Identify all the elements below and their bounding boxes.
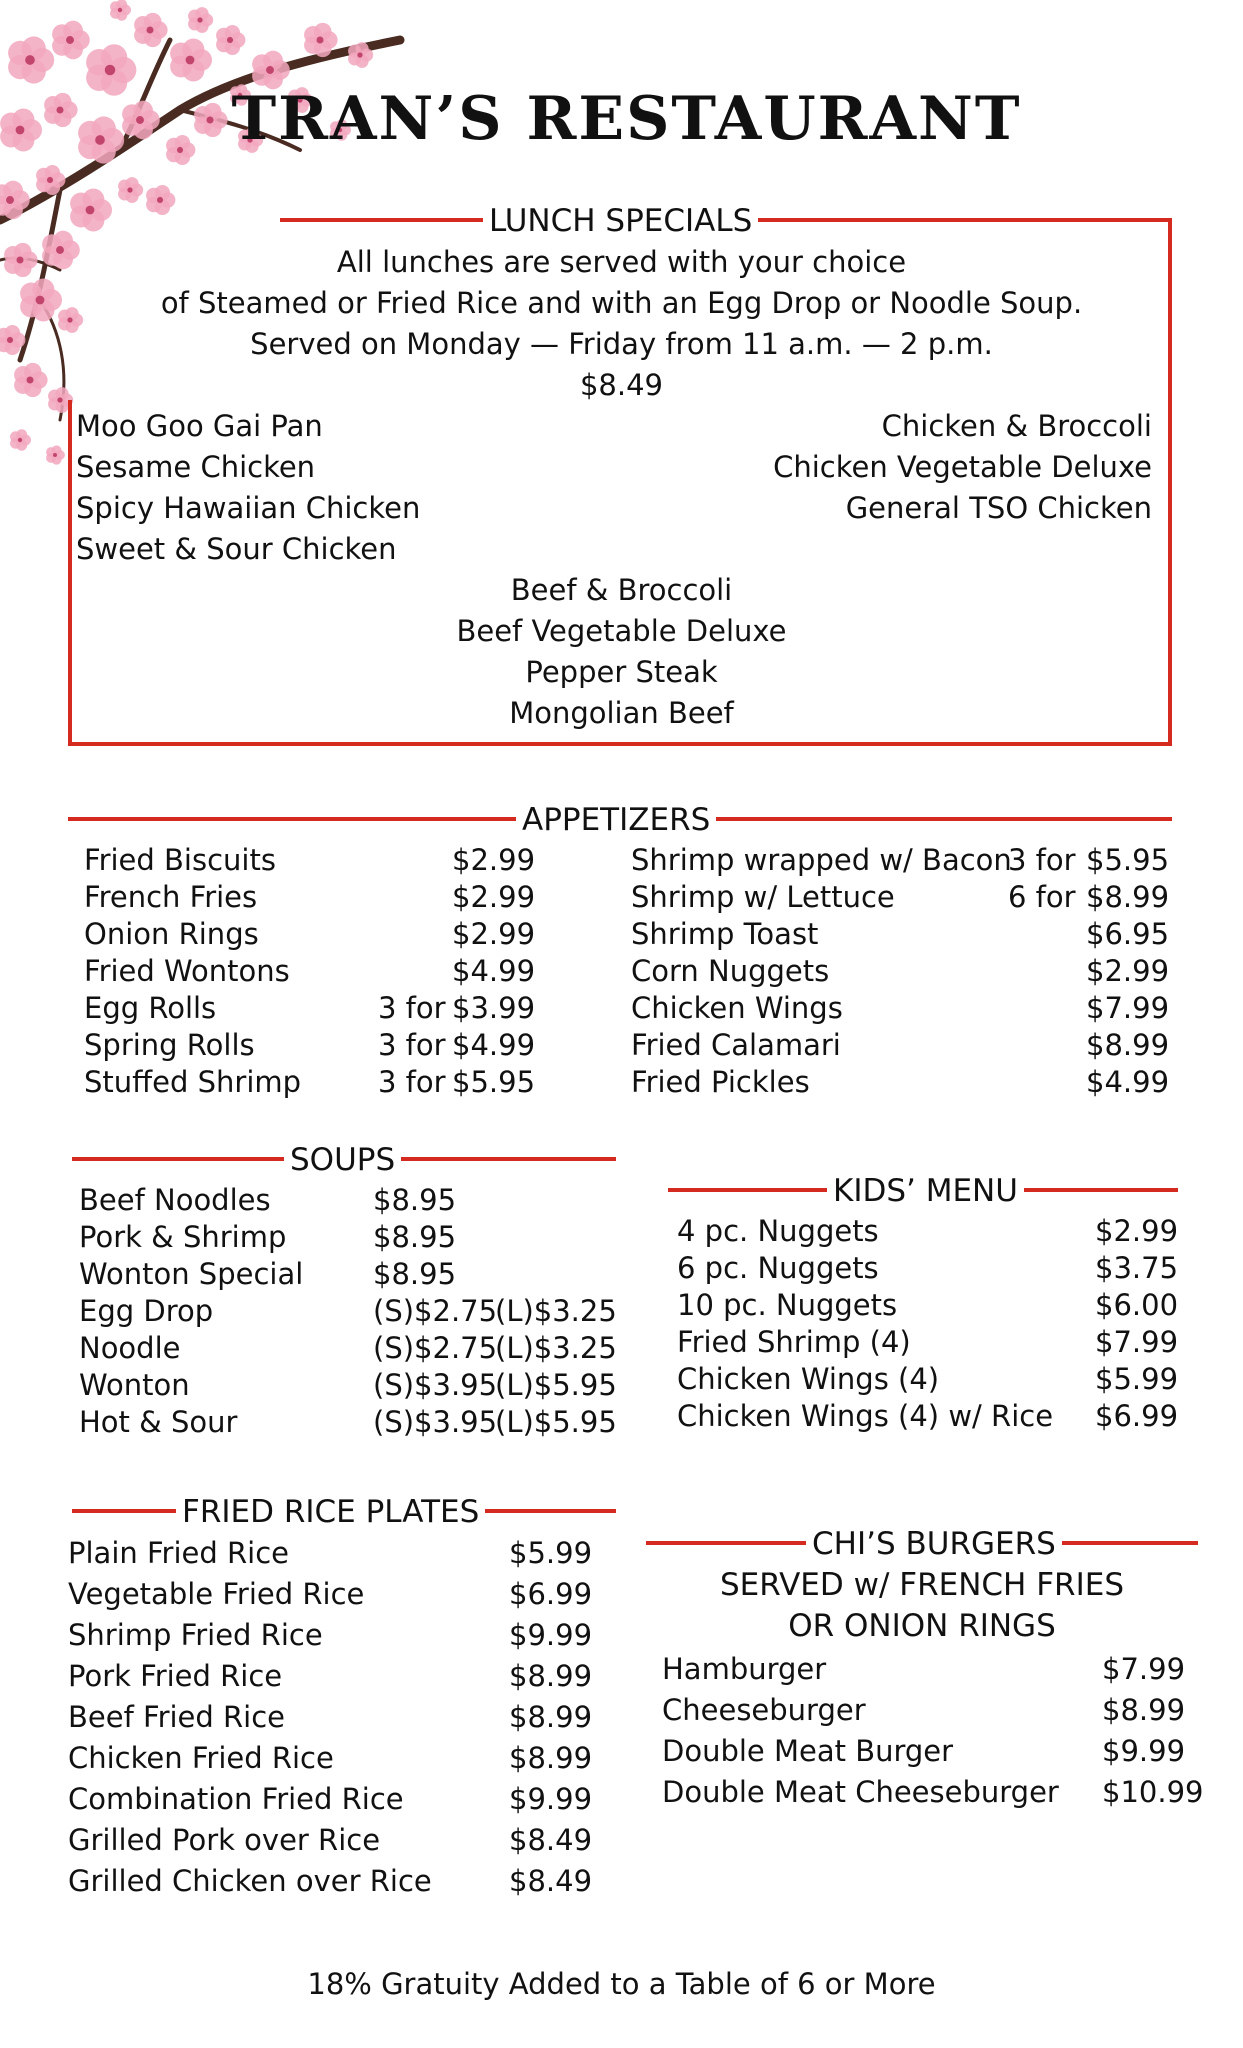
item-price: $8.49 [509,1864,593,1898]
item-qty: 3 for [1008,843,1076,877]
blossom-center [6,196,14,204]
item-name: Fried Biscuits [84,843,276,877]
blossom-center [197,17,202,22]
item-name: 4 pc. Nuggets [677,1214,879,1248]
blossom-center [53,453,57,457]
item-qty: 3 for [378,1028,446,1062]
lunch-box-left-border [68,400,72,746]
cherry-blossom-decoration [0,0,420,484]
blossom-center [105,65,116,76]
lunch-item: Chicken & Broccoli [881,409,1152,443]
blossom-center [266,66,274,74]
item-price: $2.99 [452,880,536,914]
item-name: Double Meat Cheeseburger [662,1775,1059,1809]
kids-menu-header: KIDS’ MENU [827,1176,1024,1207]
item-name: Fried Pickles [631,1065,810,1099]
item-price: $8.49 [509,1823,593,1857]
item-price: $2.99 [452,917,536,951]
item-price: $8.99 [509,1741,593,1775]
item-name: Wonton Special [79,1257,304,1291]
item-qty: 3 for [378,1065,446,1099]
item-price: $5.95 [452,1065,536,1099]
item-name: Grilled Pork over Rice [68,1823,381,1857]
lunch-price: $8.49 [579,368,664,402]
lunch-item: Pepper Steak [525,655,718,689]
item-name: Hamburger [662,1652,827,1686]
item-price: $6.95 [1086,917,1170,951]
item-name: 6 pc. Nuggets [677,1251,879,1285]
item-name: Shrimp Fried Rice [68,1618,323,1652]
item-qty: 6 for [1008,880,1076,914]
item-name: Pork Fried Rice [68,1659,283,1693]
item-price: $3.75 [1095,1251,1179,1285]
item-name: Chicken Wings (4) w/ Rice [677,1399,1054,1433]
item-name: Double Meat Burger [662,1734,954,1768]
item-name: Noodle [79,1331,181,1365]
item-price-large: (L)$3.25 [495,1331,617,1365]
blossom-center [118,8,122,12]
item-price: $9.99 [1102,1734,1186,1768]
item-price: $6.00 [1095,1288,1179,1322]
item-name: Shrimp wrapped w/ Bacon [631,843,1012,877]
lunch-item: Sweet & Sour Chicken [76,532,397,566]
blossom-center [47,177,53,183]
item-price-large: (L)$5.95 [495,1405,617,1439]
lunch-note-2: of Steamed or Fried Rice and with an Egg Drop or Noodle Soup. [160,286,1083,320]
cherry-blossom-branch-image [0,0,420,484]
item-name: French Fries [84,880,258,914]
blossom-center [227,37,233,43]
item-name: Beef Fried Rice [68,1700,286,1734]
item-name: Fried Shrimp (4) [677,1325,911,1359]
item-price: $8.95 [373,1183,457,1217]
lunch-item: Moo Goo Gai Pan [76,409,323,443]
burgers-header: CHI’S BURGERS [806,1529,1062,1560]
item-name: Shrimp Toast [631,917,819,951]
blossom-center [186,56,195,65]
item-name: Onion Rings [84,917,259,951]
item-price: $9.99 [509,1782,593,1816]
item-price-large: (L)$5.95 [495,1368,617,1402]
blossom-center [146,26,153,33]
lunch-box-bottom-border [68,742,1172,746]
restaurant-title: TRAN’S RESTAURANT [231,84,1022,154]
blossom-center [67,317,72,322]
item-name: Pork & Shrimp [79,1220,287,1254]
item-price: $2.99 [1095,1214,1179,1248]
blossom-center [127,187,132,192]
item-price: $7.99 [1095,1325,1179,1359]
lunch-item: Sesame Chicken [76,450,316,484]
lunch-item: Spicy Hawaiian Chicken [76,491,421,525]
item-name: Spring Rolls [84,1028,255,1062]
fried-rice-header: FRIED RICE PLATES [176,1497,485,1528]
item-price: $9.99 [509,1618,593,1652]
item-name: Shrimp w/ Lettuce [631,880,895,914]
item-name: Chicken Wings [631,991,843,1025]
item-qty: 3 for [378,991,446,1025]
item-price: $8.99 [1102,1693,1186,1727]
item-price: $6.99 [1095,1399,1179,1433]
item-price: $4.99 [452,1028,536,1062]
item-name: Fried Wontons [84,954,290,988]
blossom-center [86,206,95,215]
item-price: (S)$2.75 [373,1331,498,1365]
item-name: Egg Drop [79,1294,214,1328]
gratuity-note: 18% Gratuity Added to a Table of 6 or More [307,1967,936,2001]
item-price: $6.99 [509,1577,593,1611]
blossom-center [357,52,362,57]
item-price: $8.99 [509,1700,593,1734]
item-price: $10.99 [1102,1775,1204,1809]
lunch-item: General TSO Chicken [845,491,1152,525]
item-name: Chicken Fried Rice [68,1741,334,1775]
lunch-item: Beef Vegetable Deluxe [456,614,787,648]
item-name: Grilled Chicken over Rice [68,1864,432,1898]
item-price: (S)$3.95 [373,1368,498,1402]
lunch-note-1: All lunches are served with your choice [336,245,907,279]
burgers-subheader-2: OR ONION RINGS [788,1608,1056,1644]
lunch-item: Chicken Vegetable Deluxe [773,450,1152,484]
item-price: $7.99 [1086,991,1170,1025]
lunch-item: Beef & Broccoli [510,573,733,607]
item-name: Cheeseburger [662,1693,866,1727]
item-price: $8.99 [509,1659,593,1693]
item-price: $5.99 [1095,1362,1179,1396]
item-price: $5.95 [1086,843,1170,877]
burgers-subheader-1: SERVED w/ FRENCH FRIES [719,1567,1124,1603]
item-name: Corn Nuggets [631,954,830,988]
item-price: $4.99 [1086,1065,1170,1099]
item-name: Egg Rolls [84,991,217,1025]
item-name: Beef Noodles [79,1183,271,1217]
item-name: Vegetable Fried Rice [68,1577,365,1611]
item-price: $3.99 [452,991,536,1025]
item-name: Stuffed Shrimp [84,1065,302,1099]
soups-header: SOUPS [284,1145,401,1176]
item-price: $8.95 [373,1220,457,1254]
blossom-center [25,55,35,65]
item-price: $2.99 [1086,954,1170,988]
blossom-center [18,438,22,442]
item-price-large: (L)$3.25 [495,1294,617,1328]
item-name: Plain Fried Rice [68,1536,289,1570]
lunch-item: Mongolian Beef [509,696,734,730]
item-name: Chicken Wings (4) [677,1362,940,1396]
item-price: $8.99 [1086,1028,1170,1062]
item-price: $5.99 [509,1536,593,1570]
item-name: 10 pc. Nuggets [677,1288,898,1322]
blossom-center [316,36,323,43]
item-price: $8.95 [373,1257,457,1291]
item-name: Combination Fried Rice [68,1782,404,1816]
item-price: (S)$2.75 [373,1294,498,1328]
item-name: Wonton [79,1368,190,1402]
item-price: $2.99 [452,843,536,877]
blossom-center [66,36,74,44]
item-name: Hot & Sour [79,1405,238,1439]
item-price: $7.99 [1102,1652,1186,1686]
lunch-specials-header: LUNCH SPECIALS [483,206,758,237]
item-price: $8.99 [1086,880,1170,914]
lunch-note-3: Served on Monday — Friday from 11 a.m. — 2 p.m. [250,327,993,361]
item-price: $4.99 [452,954,536,988]
item-price: (S)$3.95 [373,1405,498,1439]
item-name: Fried Calamari [631,1028,841,1062]
blossom-center [157,197,163,203]
appetizers-header: APPETIZERS [516,805,716,836]
